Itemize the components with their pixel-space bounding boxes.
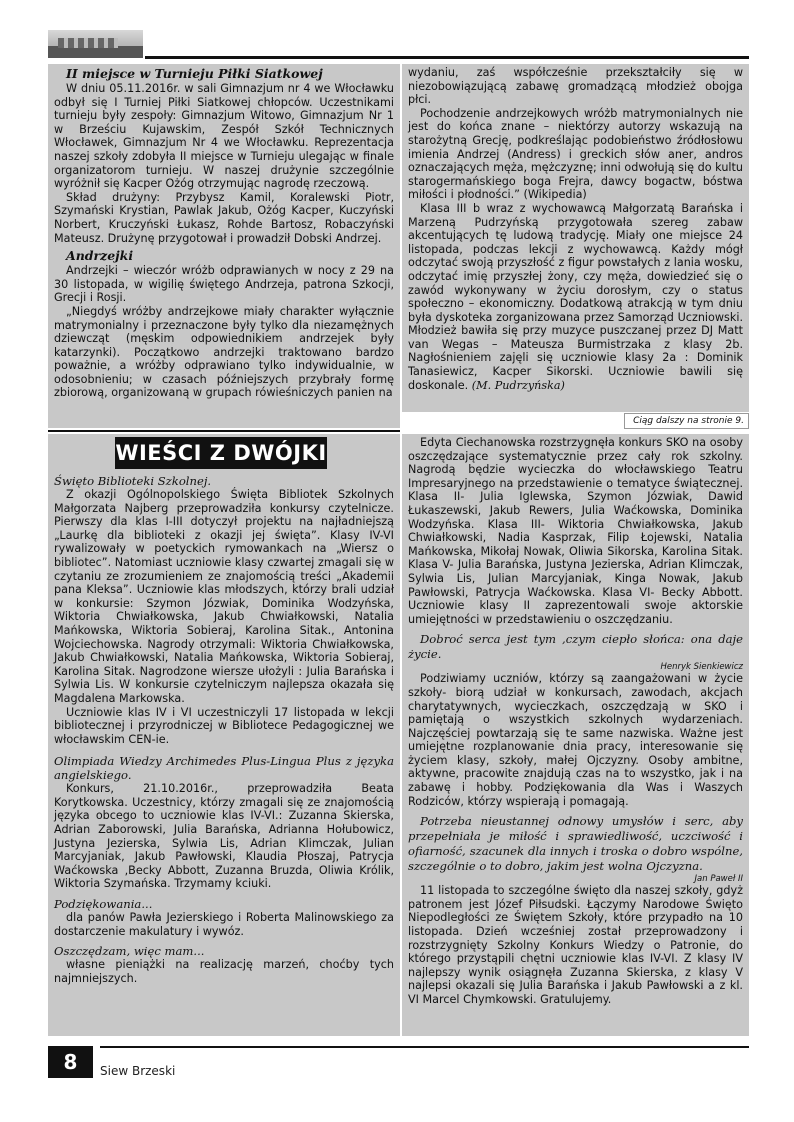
paragraph: wydaniu, zaś współcześnie przekształciły się w niezobowiązującą zabawę gromadzącą młodzież obojga płci. — [408, 66, 743, 107]
article-wiesci-right — [402, 434, 749, 1036]
footer-rule — [100, 1046, 749, 1048]
paragraph: Z okazji Ogólnopolskiego Święta Bibliotek Szkolnych Małgorzata Najberg przeprowadziła konkursy czytelnicze. Pierwszy dla klas I-III dotyczył projektu na najładniejszą „Laurkę dla biblioteki z okazji jej święta”. Klasy IV-VI rywalizowały w poetyckich rymowankach na „Wiersz o bibliotec”. Natomiast uczniowie klasy czwartej zmagali się w czytaniu ze zrozumieniem ze znajomością treści „Akademii pana Kleksa”. Uczniowie klas młodszych, którzy brali udział w konkursie: Szymon Józwiak, Dominika Wodzyńska, Wiktoria Chwiałkowska, Jakub Chwiałkowski, Natalia Mańkowska, Wiktoria Sobieraj, Karolina Sitak., Antonina Wojciechowska. Nagrody otrzymali: Wiktoria Chwiałkowska, Jakub Chwiałkowski, Natalia Mańkowska, Wiktoria Sobieraj, Karolina Sitak. Nagrodzone wiersze ułożyli : Julia Barańska i Sylwia Lis. W konkursie czytelniczym najlepsza okazała się Magdalena Markowska. — [54, 488, 394, 705]
paragraph: Skład drużyny: Przybysz Kamil, Koralewski Piotr, Szymański Krystian, Pawlak Jakub, Ożóg Kacper, Kuczyński Norbert, Kruczyński Łukasz, Rohde Bartosz, Robaczyński Mateusz. Drużynę przygotował i prowadził Dobski Andrzej. — [54, 190, 394, 245]
magazine-title: Siew Brzeski — [100, 1064, 176, 1078]
paragraph: „Niegdyś wróżby andrzejkowe miały charakter wyłącznie matrymonialny i przeznaczone były tylko dla niezamężnych dziewcząt (męskim odpowiednikiem andrzejek były katarzynki). Początkowo andrzejki traktowano bardzo poważnie, a wróżby odprawiano tylko indywidualnie, w odosobnieniu; w czasach późniejszych przybrały formę zbiorową, organizowaną w grupach rówieśniczych panien na — [54, 304, 394, 400]
quote-sienkiewicz: Dobroć serca jest tym ,czym ciepło słońca: ona daje życie. — [408, 632, 743, 662]
paragraph: Podziwiamy uczniów, którzy są zaangażowani w życie szkoły- biorą udział w konkursach, zawodach, akcjach charytatywnych, wycieczkach, oszczędzają w SKO i pamiętają o wszystkich szkolnych wydarzeniach. Najczęściej powtarzają się te same nazwiska. Ważne jest umiejętne rozplanowanie dnia pracy, interesowanie się życiem klasy, szkoły, małej Ojczyzny. Osoby ambitne, aktywne, pracowite znajdują czas na to wszystko, jak i na zabawę i hobby. Podziękowania dla Was i Waszych Rodziców, którzy wspierają i pomagają. — [408, 672, 743, 808]
subheading-thanks: Podziękowania... — [54, 897, 153, 912]
author-signature: (M. Pudrzyńska) — [471, 378, 565, 392]
quote-author: Jan Paweł II — [694, 874, 743, 885]
subheading-library: Święto Biblioteki Szkolnej. — [54, 474, 212, 488]
paragraph: W dniu 05.11.2016r. w sali Gimnazjum nr 4 we Włocławku odbył się I Turniej Piłki Siatkowej chłopców. Uczestnikami turnieju były zespoły: Gimnazjum Witowo, Gimnazjum Nr 1 w Brześciu Kujawskim, Zespół Szkół Technicznych Włocławek, Gimnazjum Nr 4 we Włocławku. Reprezentacja naszej szkoły zdobyła II miejsce w Turnieju ulegając w finale organizatorom turnieju. W naszej drużynie szczególnie wyróżnił się Kacper Ożóg otrzymując nagrodę rzeczową. — [54, 82, 394, 191]
paragraph: Konkurs, 21.10.2016r., przeprowadziła Beata Korytkowska. Uczestnicy, którzy zmagali się ze znajomością języka obcego to uczniowie klas IV-VI.: Zuzanna Skierska, Adrian Zaborowski, Julia Barańska, Adrianna Hołubowicz, Justyna Jezierska, Sylwia Lis, Adrian Klimczak, Julian Marcyjaniak, Jakub Pawłowski, Klaudia Płoszaj, Patrycja Waćkowska ,Becky Abbott, Zuzanna Bruzda, Oliwia Królik, Wiktoria Szymańska. Trzymamy kciuki. — [54, 782, 394, 891]
paragraph: dla panów Pawła Jezierskiego i Roberta Malinowskiego za dostarczenie makulatury i wywóz. — [54, 911, 394, 938]
article-wiesci-left — [48, 434, 400, 1036]
paragraph: Pochodzenie andrzejkowych wróżb matrymonialnych nie jest do końca znane – niektórzy autorzy wskazują na starożytną Grecję, podkreślając podobieństwo źródłosłowu imienia Andrzej (Andress) i greckich słów aner, andros oznaczających męża, mężczyznę; inni odwołują się do kultu starogermańskiego boga Frejra, dawcy bogactw, bóstwa miłości i płodności.” (Wikipedia) — [408, 106, 743, 202]
page-number: 8 — [48, 1046, 93, 1078]
article-title-volleyball: II miejsce w Turnieju Piłki Siatkowej — [66, 66, 323, 81]
subheading-savings: Oszczędzam, więc mam... — [54, 944, 205, 959]
paragraph: Andrzejki – wieczór wróżb odprawianych w nocy z 29 na 30 listopada, w wigilię świętego Andrzeja, patrona Szkocji, Grecji i Rosji. — [54, 264, 394, 305]
paragraph: własne pieniążki na realizację marzeń, choćby tych najmniejszych. — [54, 958, 394, 985]
quote-john-paul: Potrzeba nieustannej odnowy umysłów i serc, aby przepełniała je miłość i sprawiedliwość, uczciwość i ofiarność, szacunek dla innych i troska o dobro wspólne, szczególnie o to dobro, jakim jest wolna Ojczyzna. — [408, 814, 743, 874]
article-title-andrzejki: Andrzejki — [66, 248, 134, 264]
paragraph: Uczniowie klas IV i VI uczestniczyli 17 listopada w lekcji bibliotecznej i przyrodniczej w Bibliotece Pedagogicznej we włocławskim CEN-ie. — [54, 705, 394, 746]
subheading-olympiad: Olimpiada Wiedzy Archimedes Plus-Lingua Plus z języka angielskiego. — [54, 754, 394, 783]
quote-author: Henryk Sienkiewicz — [660, 662, 743, 673]
paragraph: 11 listopada to szczególne święto dla naszej szkoły, gdyż patronem jest Józef Piłsudski. Łączymy Narodowe Święto Niepodległości ze Świętem Szkoły, które przypadło na 10 listopada. Dzień wcześniej został przeprowadzony i rozstrzygnięty Szkolny Konkurs Wiedzy o Patronie, do którego przystąpili chętni uczniowie klas IV-VI. Z klasy IV najlepszy wynik osiągnęła Zuzanna Skierska, z klasy V najlepsi okazali się Julia Barańska i Jakub Pawłowski a z kl. VI Marcel Chymkowski. Gratulujemy. — [408, 884, 743, 1006]
article-volleyball-andrzejki — [48, 64, 400, 428]
paragraph: Edyta Ciechanowska rozstrzygnęła konkurs SKO na osoby oszczędzające systematycznie przez cały rok szkolny. Nagrodą będzie wycieczka do włocławskiego Teatru Impresaryjnego na przedstawienie o tematyce świątecznej. Klasa II- Julia Iglewska, Szymon Józwiak, Dawid Łukaszewski, Jakub Rewers, Julia Waćkowska, Dominika Wodzyńska. Klasa III- Wiktoria Chwiałkowska, Jakub Chwiałkowski, Nadia Kasprzak, Filip Łojewski, Natalia Mańkowska, Mikołaj Nowak, Oliwia Sikorska, Karolina Sitak. Klasa V- Julia Barańska, Justyna Jezierska, Adrian Klimczak, Sylwia Lis, Julian Marcyjaniak, Kinga Nowak, Jakub Pawłowski, Patrycja Waćkowska. Klasa VI- Becky Abbott. Uczniowie klasy II zaprezentowali swoje aktorskie umiejętności w przedstawieniu o oszczędzaniu. — [408, 436, 743, 626]
paragraph-text: Klasa III b wraz z wychowawcą Małgorzatą Barańska i Marzeną Pudrzyńską przygotowała szereg zabaw akcentujących tę ludową tradycję. Miały one miejsce 24 listopada, podczas lekcji z wychowawcą. Każdy mógł odczytać swoją przyszłość z figur powstałych z lania wosku, odczytać imię przyszłej żony, czy męża, dowiedzieć się o zawód wykonywany w życiu dorosłym, czy o status społeczno – ekonomiczny. Dodatkową atrakcją w tym dniu była dyskoteka zorganizowana przez Samorząd Uczniowski. Młodzież bawiła się przy muzyce puszczanej przez DJ Matt van Wegas – Mateusza Burmistrzaka z klasy 2b. Nagłośnieniem zajęli się uczniowie klasy 2a : Dominik Tanasiewicz, Kacper Sikorski. Uczniowie bawili się doskonale. — [408, 201, 743, 392]
header-photo — [48, 30, 143, 58]
paragraph — [408, 202, 743, 392]
section-rule — [48, 430, 400, 432]
section-title: WIEŚCI Z DWÓJKI — [115, 437, 327, 469]
continued-note: Ciąg dalszy na stronie 9. — [624, 413, 749, 429]
article-andrzejki-continued — [402, 64, 749, 412]
header-rule — [145, 56, 749, 59]
